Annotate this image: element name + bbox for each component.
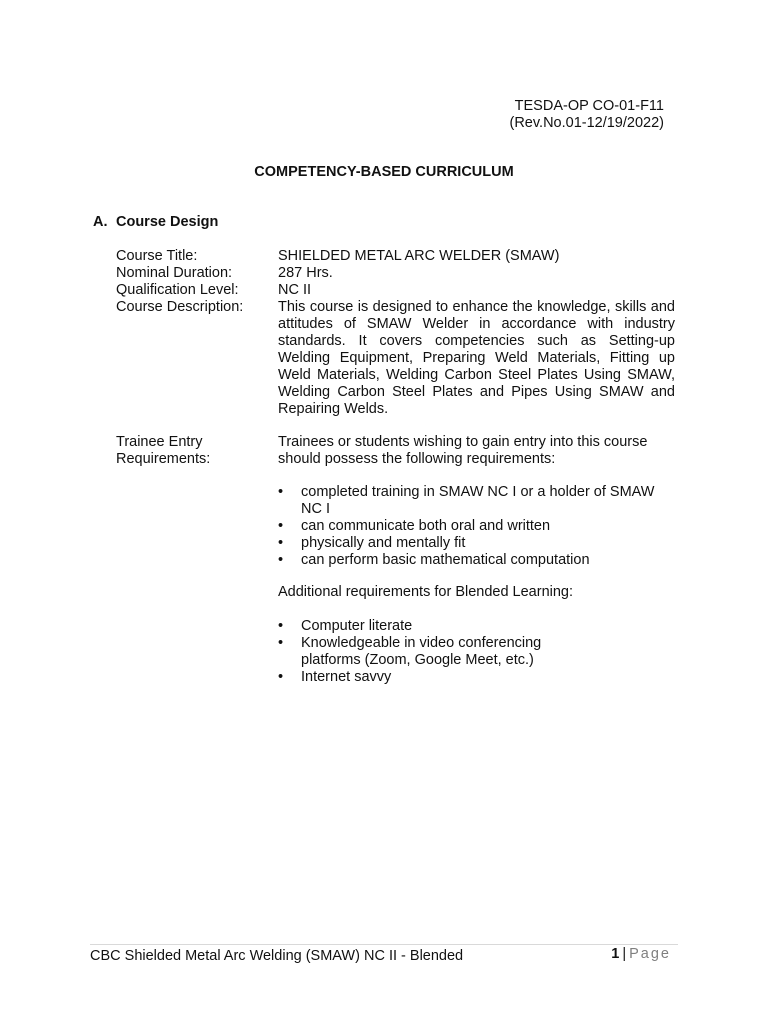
requirements-list xyxy=(278,484,675,569)
document-reference xyxy=(510,98,665,132)
list-item: • Internet savvy xyxy=(278,669,392,685)
trainee-entry-label-line2: Requirements: xyxy=(116,451,211,467)
bullet-icon: • xyxy=(278,669,284,685)
bullet-icon: • xyxy=(278,484,284,500)
footer-divider xyxy=(90,944,678,945)
nominal-duration-label: Nominal Duration: xyxy=(116,265,233,281)
course-description-value: This course is designed to enhance the knowledge, skills and attitudes of SMAW Welder in accordance with industry standards. It covers competencies such as Setting-up Welding Equipment, Preparing Weld Materials, Fitting up Weld Materials, Welding Carbon Steel Plates Using SMAW, Welding Carbon Steel Plates and Pipes Using SMAW and Repairing Welds. xyxy=(278,299,675,417)
bullet-icon: • xyxy=(278,635,284,651)
list-item: • completed training in SMAW NC I or a holder of SMAW NC I xyxy=(278,484,655,517)
bullet-icon: • xyxy=(278,535,284,551)
course-description-label: Course Description: xyxy=(116,299,244,315)
list-item: • can communicate both oral and written xyxy=(278,518,551,534)
trainee-entry-intro: Trainees or students wishing to gain entry into this course should possess the following requirements: xyxy=(278,434,648,467)
page-separator: | xyxy=(622,946,627,962)
nominal-duration-value: 287 Hrs. xyxy=(278,265,333,281)
section-heading xyxy=(93,214,218,231)
course-title-value: SHIELDED METAL ARC WELDER (SMAW) xyxy=(278,248,560,264)
form-code: TESDA-OP CO-01-F11 xyxy=(514,98,664,114)
revision-number: (Rev.No.01-12/19/2022) xyxy=(509,115,664,131)
section-title: Course Design xyxy=(116,214,219,230)
trainee-entry-label xyxy=(116,434,278,468)
bullet-icon: • xyxy=(278,518,284,534)
section-letter: A. xyxy=(93,214,108,230)
list-item: • Computer literate xyxy=(278,618,413,634)
qualification-level-value: NC II xyxy=(278,282,312,298)
bullet-icon: • xyxy=(278,618,284,634)
bullet-icon: • xyxy=(278,552,284,568)
course-title-label: Course Title: xyxy=(116,248,198,264)
blended-list xyxy=(278,618,675,686)
page-word: Page xyxy=(629,946,671,962)
footer-title: CBC Shielded Metal Arc Welding (SMAW) NC II - Blended xyxy=(90,948,464,964)
page-title: COMPETENCY-BASED CURRICULUM xyxy=(254,164,514,180)
page-number: 1 xyxy=(611,946,620,962)
list-item: • Knowledgeable in video conferencing platforms (Zoom, Google Meet, etc.) xyxy=(278,635,542,668)
trainee-entry-label-line1: Trainee Entry xyxy=(116,434,203,450)
page-indicator xyxy=(611,946,671,963)
list-item: • physically and mentally fit xyxy=(278,535,466,551)
blended-intro: Additional requirements for Blended Learning: xyxy=(278,584,574,600)
list-item: • can perform basic mathematical computation xyxy=(278,552,590,568)
qualification-level-label: Qualification Level: xyxy=(116,282,239,298)
